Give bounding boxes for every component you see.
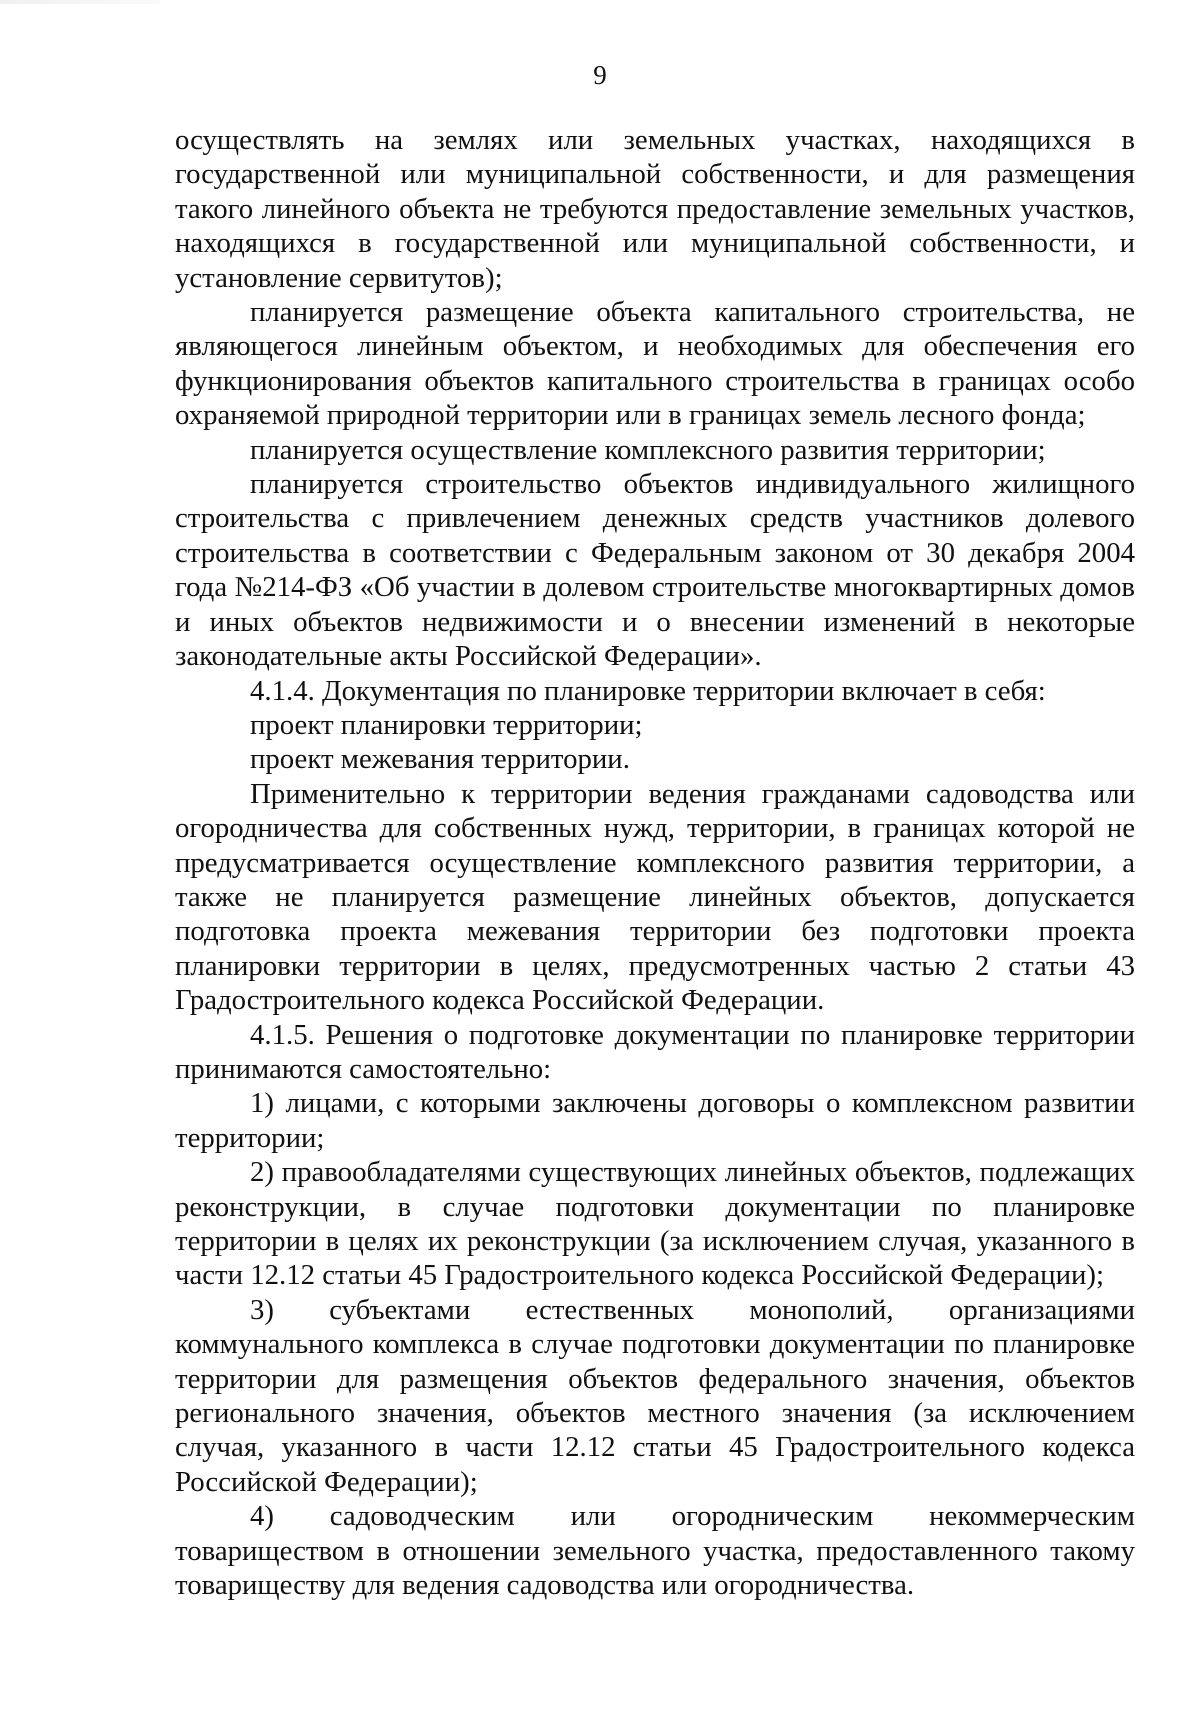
list-item-3: 3) субъектами естественных монополий, организациями коммунального комплекса в случае подготовки документации по планировке территории для размещения объектов федерального значения, объектов регионального значения, объектов местного значения (за исключением случая, указанного в части 12.12 статьи 45 Градостроительного кодекса Российской Федерации);: [175, 1293, 1135, 1498]
list-item-1: 1) лицами, с которыми заключены договоры о комплексном развитии территории;: [175, 1087, 1135, 1154]
list-item-4: 4) садоводческим или огородническим некоммерческим товариществом в отношении земельного участка, предоставленного такому товариществу для ведения садоводства или огородничества.: [175, 1500, 1135, 1602]
paragraph-individual-housing: планируется строительство объектов индивидуального жилищного строительства с привлечением денежных средств участников долевого строительства в соответствии с Федеральным законом от 30 декабря 2004 года №214-ФЗ «Об участии в долевом строительстве многоквартирных домов и иных объектов недвижимости и о внесении изменений в некоторые законодательные акты Российской Федерации».: [175, 468, 1135, 673]
paragraph-protected-territory: планируется размещение объекта капитального строительства, не являющегося линейным объектом, и необходимых для обеспечения его функционирования объектов капитального строительства в границах особо охраняемой природной территории или в границах земель лесного фонда;: [175, 296, 1135, 432]
list-item-planning-project: проект планировки территории;: [250, 708, 643, 741]
paragraph-continuation: осуществлять на землях или земельных участках, находящихся в государственной или муниципальной собственности, и для размещения такого линейного объекта не требуются предоставление земельных участков, находящихся в государственной или муниципальной собственности, и установление сервитутов);: [175, 124, 1135, 294]
list-item-2: 2) правообладателями существующих линейных объектов, подлежащих реконструкции, в случае подготовки документации по планировке территории в целях их реконструкции (за исключением случая, указанного в части 12.12 статьи 45 Градостроительного кодекса Российской Федерации);: [175, 1156, 1135, 1292]
document-body: [175, 123, 1135, 1602]
paragraph-gardening-territory: Применительно к территории ведения гражданами садоводства или огородничества для собственных нужд, территории, в границах которой не предусматривается осуществление комплексного развития территории, а также не планируется размещение линейных объектов, допускается подготовка проекта межевания территории без подготовки проекта планировки территории в целях, предусмотренных частью 2 статьи 43 Градостроительного кодекса Российской Федерации.: [175, 777, 1135, 1017]
clause-4-1-5: 4.1.5. Решения о подготовке документации по планировке территории принимаются самостоятельно:: [175, 1018, 1135, 1085]
scan-artifact: [0, 0, 160, 4]
list-item-survey-project: проект межевания территории.: [250, 743, 630, 776]
clause-4-1-4: 4.1.4. Документация по планировке территории включает в себя:: [250, 674, 1046, 707]
paragraph-complex-development: планируется осуществление комплексного развития территории;: [250, 433, 1046, 466]
page-number: 9: [593, 60, 607, 90]
